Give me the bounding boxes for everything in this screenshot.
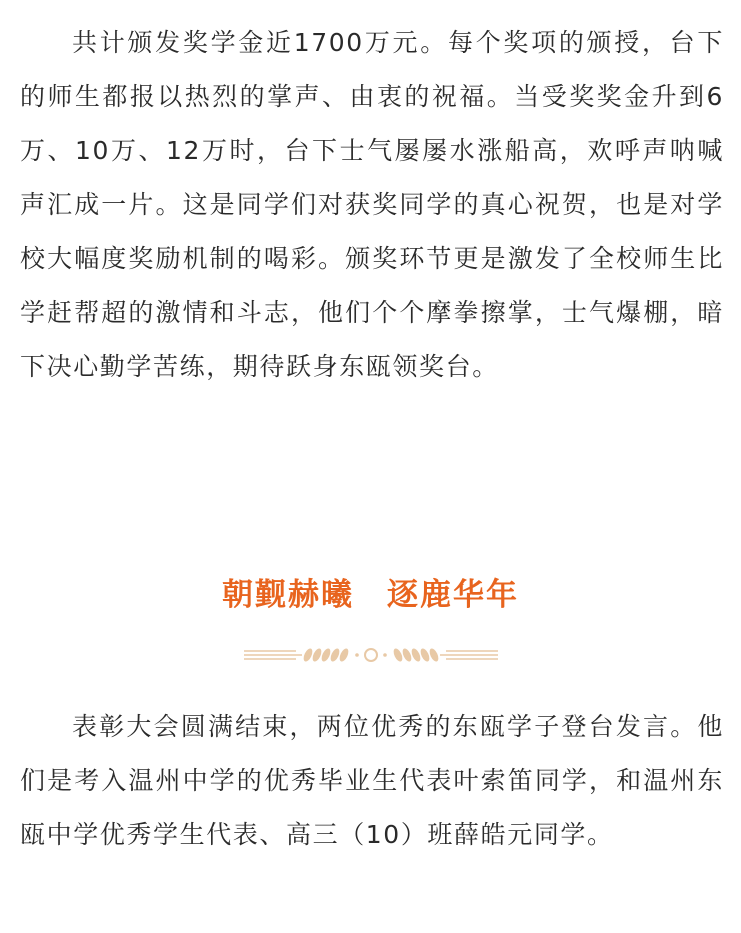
section-heading: 朝觐赫曦 逐鹿华年: [222, 577, 519, 613]
paragraph-student-speeches: 表彰大会圆满结束，两位优秀的东瓯学子登台发言。他们是考入温州中学的优秀毕业生代表叶索笛同学，和温州东瓯中学优秀学生代表、高三（10）班薛皓元同学。: [20, 712, 724, 849]
paragraph-award-ceremony: 共计颁发奖学金近1700万元。每个奖项的颁授，台下的师生都报以热烈的掌声、由衷的祝福。当受奖奖金升到6万、10万、12万时，台下士气屡屡水涨船高，欢呼声呐喊声汇成一片。这是同学们对获奖同学的真心祝贺，也是对学校大幅度奖励机制的喝彩。颁奖环节更是激发了全校师生比学赶帮超的激情和斗志，他们个个摩拳擦掌，士气爆棚，暗下决心勤学苦练，期待跃身东瓯领奖台。: [20, 28, 724, 381]
wheat-ornament-divider-icon: [240, 640, 502, 670]
